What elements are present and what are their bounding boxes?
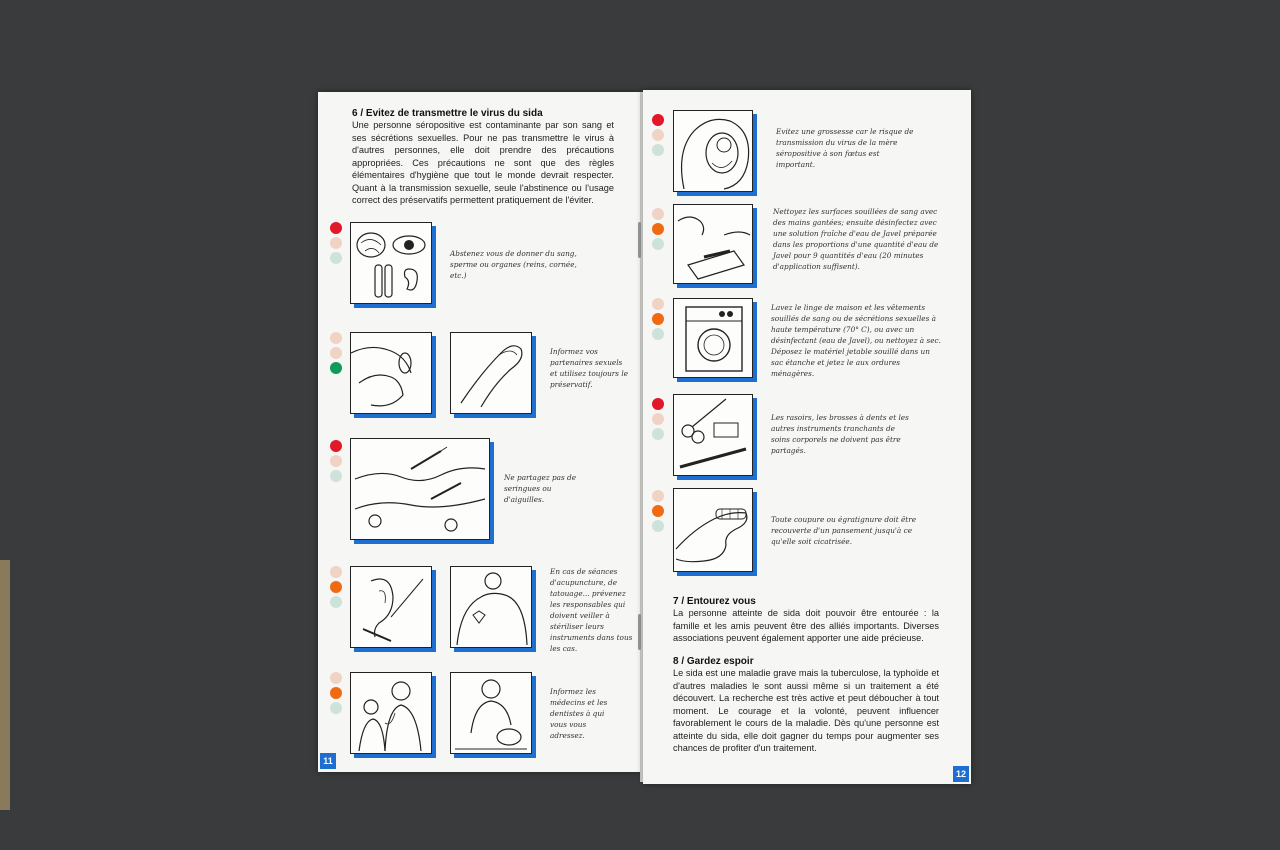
syringes-illustration bbox=[350, 438, 490, 540]
dentist-icon bbox=[451, 673, 531, 753]
caption-bandage: Toute coupure ou égratignure doit être recouverte d'un pansement jusqu'à ce qu'elle soit cicatrisée. bbox=[771, 515, 917, 546]
section-7 bbox=[673, 596, 939, 645]
caption-laundry: Lavez le linge de maison et les vêtements souillés de sang ou de sécrétions sexuelles à haute température (70° C), ou avec un désinfectant (eau de Javel), ou nettoyez à sec. Déposez le matériel jetable souillé dans un sac étanche et jetez le aux ordures ménagères. bbox=[771, 303, 941, 378]
acupuncture-illustration bbox=[350, 566, 432, 648]
caption-cleaning: Nettoyez les surfaces souillées de sang avec des mains gantées; ensuite désinfectez avec une solution fraîche d'eau de Javel préparée dans les proportions d'une quantité d'eau de Javel pour 9 quantités d'eau (20 minutes d'application suffisent). bbox=[773, 207, 939, 271]
section-8 bbox=[673, 656, 939, 755]
caption-pregnancy: Evitez une grossesse car le risque de transmission du virus de la mère séropositive à son fœtus est important. bbox=[776, 127, 914, 169]
condom-hands-illustration bbox=[350, 332, 432, 414]
page-right bbox=[643, 90, 971, 784]
traffic-light-red bbox=[329, 220, 343, 266]
washing-machine-illustration bbox=[673, 298, 753, 378]
syringe-icon bbox=[351, 439, 489, 539]
ear-needle-icon bbox=[351, 567, 431, 647]
caption-partners: Informez vos partenaires sexuels et utilisez toujours le préservatif. bbox=[550, 347, 629, 389]
donation-illustration bbox=[350, 222, 432, 304]
gloved-hands-icon bbox=[674, 205, 752, 283]
traffic-light-orange bbox=[651, 206, 665, 252]
razors-illustration bbox=[673, 394, 753, 476]
traffic-light-red bbox=[651, 396, 665, 442]
doctor-illustration bbox=[350, 672, 432, 754]
page-left bbox=[318, 92, 641, 772]
cleaning-illustration bbox=[673, 204, 753, 284]
section-6 bbox=[352, 108, 614, 207]
staple-top bbox=[638, 222, 641, 258]
organs-icon bbox=[351, 223, 431, 303]
traffic-light-red bbox=[329, 438, 343, 484]
section-8-title: 8 / Gardez espoir bbox=[673, 656, 754, 667]
traffic-light-orange bbox=[651, 296, 665, 342]
section-7-title: 7 / Entourez vous bbox=[673, 596, 756, 607]
doctor-icon bbox=[351, 673, 431, 753]
caption-donation: Abstenez vous de donner du sang, sperme ou organes (reins, cornée, etc.) bbox=[450, 249, 577, 280]
traffic-light-orange bbox=[329, 564, 343, 610]
pregnancy-illustration bbox=[673, 110, 753, 192]
section-7-body: La personne atteinte de sida doit pouvoir être entourée : la famille et les amis peuvent être des alliés importants. Diverses associations peuvent également apporter une aide précieuse. bbox=[673, 608, 939, 643]
caption-acupuncture: En cas de séances d'acupuncture, de tatouage... prévenez les responsables qui doivent veiller à stériliser leurs instruments dans tous les cas. bbox=[550, 567, 633, 653]
caption-doctors: Informez les médecins et les dentistes à qui vous vous adressez. bbox=[550, 687, 608, 740]
traffic-light-orange bbox=[329, 670, 343, 716]
page-number-right: 12 bbox=[953, 766, 969, 782]
section-6-body: Une personne séropositive est contaminante par son sang et ses sécrétions sexuelles. Pour ne pas transmettre le virus à d'autres personnes, elle doit prendre des précautions appropriées. Ces précautions ne sont que des règles élémentaires d'hygiène que tout le monde devrait respecter. Quant à la transmission sexuelle, seule l'abstinence ou l'usage correct des préservatifs permettent pratiquement de l'éviter. bbox=[352, 120, 614, 205]
section-8-body: Le sida est une maladie grave mais la tuberculose, la typhoïde et d'autres maladies le sont aussi même si un traitement a été découvert. La recherche est très active et peut déboucher à tout moment. Le courage et la volonté, peuvent influencer favorablement le cours de la maladie. Dès qu'une personne est atteinte du sida, elle doit gagner du temps pour augmenter ses chances de profiter d'un traitement. bbox=[673, 668, 939, 753]
dentist-illustration bbox=[450, 672, 532, 754]
staple-bottom bbox=[638, 614, 641, 650]
bandaged-finger-icon bbox=[674, 489, 752, 571]
caption-syringes: Ne partagez pas de seringues ou d'aiguilles. bbox=[504, 473, 577, 504]
section-6-title: 6 / Evitez de transmettre le virus du sida bbox=[352, 108, 543, 119]
shoulder-tattoo-icon bbox=[451, 567, 531, 647]
washing-machine-icon bbox=[674, 299, 752, 377]
caption-razors: Les rasoirs, les brosses à dents et les autres instruments tranchants de soins corporels ne doivent pas être partagés. bbox=[771, 413, 909, 455]
traffic-light-red bbox=[651, 112, 665, 158]
table-edge bbox=[0, 560, 10, 810]
fetus-icon bbox=[674, 111, 752, 191]
traffic-light-orange bbox=[651, 488, 665, 534]
page-number-left: 11 bbox=[320, 753, 336, 769]
razor-scissors-icon bbox=[674, 395, 752, 475]
tattoo-illustration bbox=[450, 566, 532, 648]
hands-icon bbox=[351, 333, 431, 413]
traffic-light-green bbox=[329, 330, 343, 376]
condom-illustration bbox=[450, 332, 532, 414]
condom-icon bbox=[451, 333, 531, 413]
bandage-illustration bbox=[673, 488, 753, 572]
